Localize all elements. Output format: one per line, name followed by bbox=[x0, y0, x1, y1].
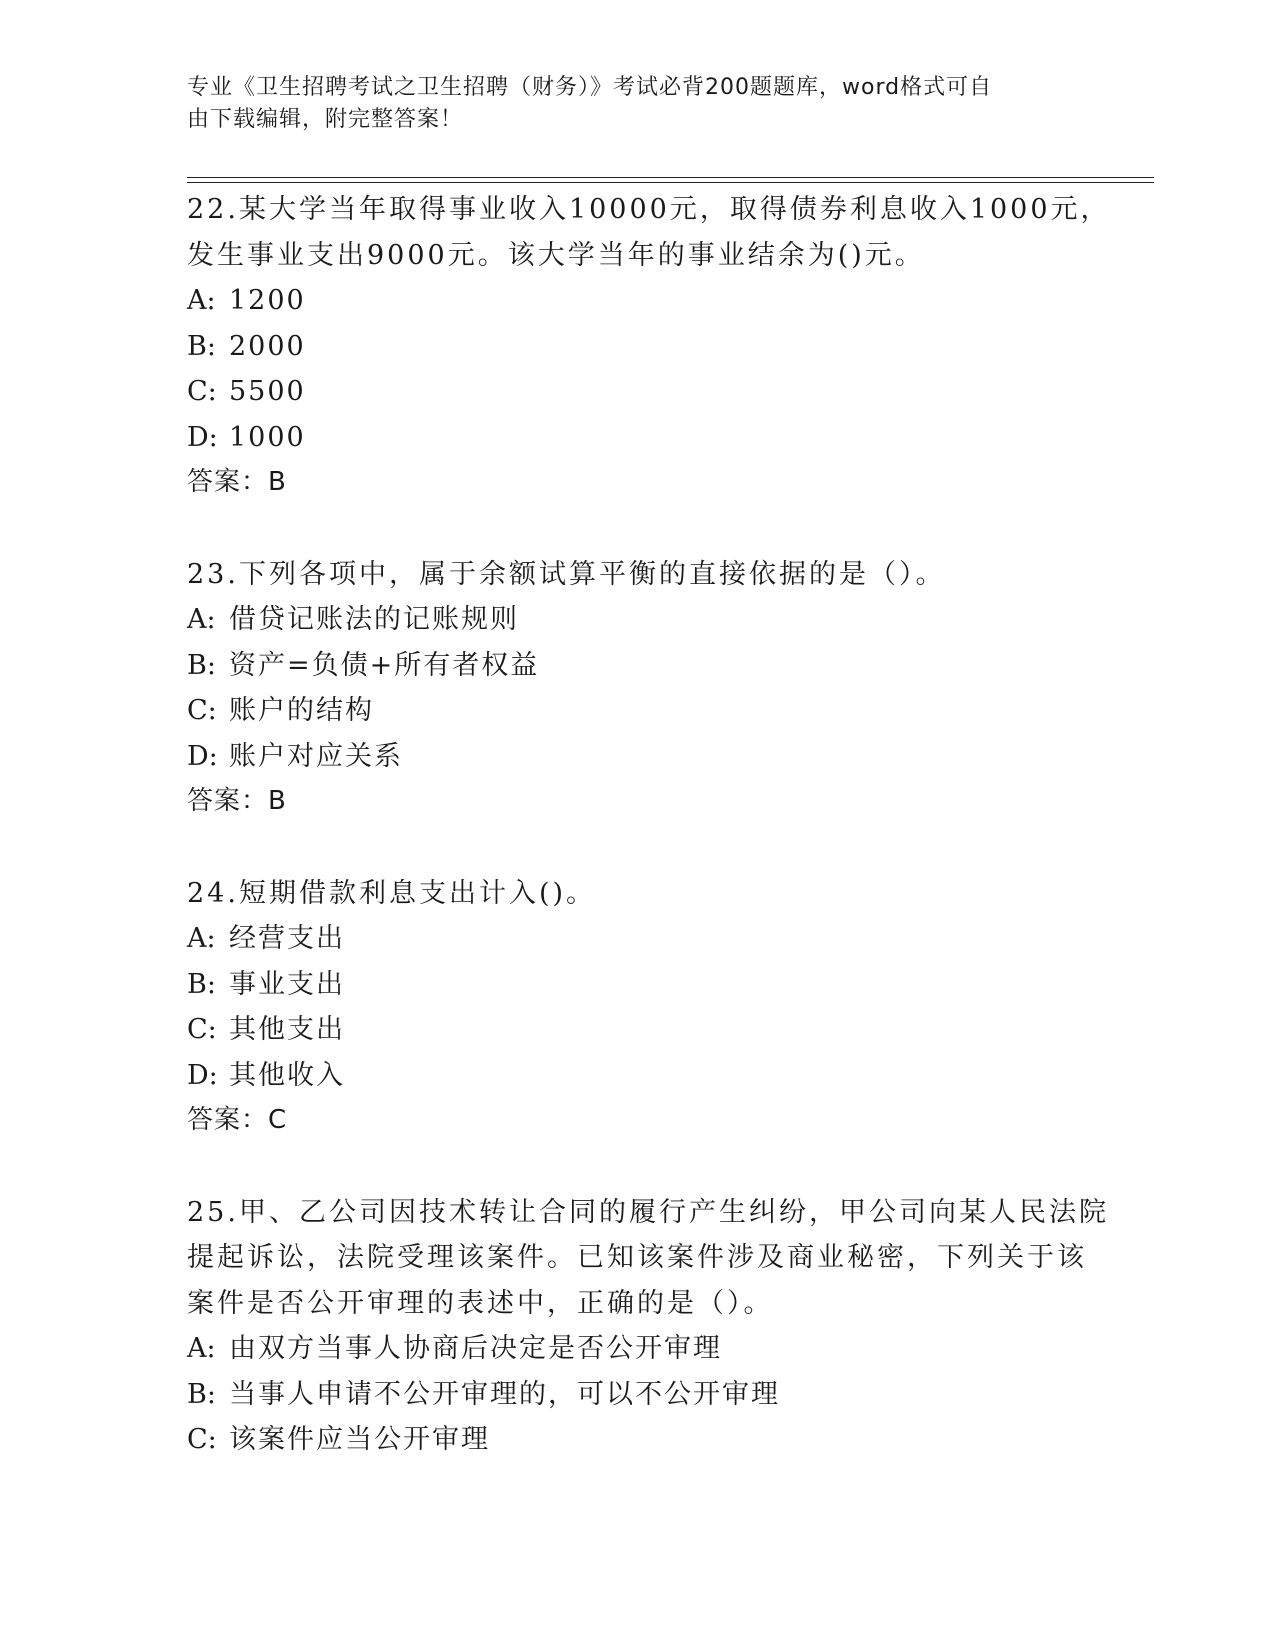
option-letter: A: bbox=[187, 285, 216, 316]
option-c bbox=[187, 1417, 1147, 1463]
question-text-line: 发生事业支出9000元。该大学当年的事业结余为()元。 bbox=[187, 239, 925, 271]
question-list bbox=[187, 187, 1147, 1463]
option-letter: B: bbox=[187, 1378, 216, 1410]
option-c bbox=[187, 688, 1147, 734]
spacer bbox=[187, 506, 1147, 552]
option-text: 1000 bbox=[229, 421, 306, 453]
option-text: 当事人申请不公开审理的，可以不公开审理 bbox=[229, 1378, 780, 1410]
option-text: 其他收入 bbox=[229, 1059, 345, 1091]
question-23 bbox=[187, 552, 1147, 825]
option-letter: D: bbox=[187, 421, 218, 453]
option-letter: A: bbox=[187, 1333, 216, 1364]
option-text: 该案件应当公开审理 bbox=[229, 1424, 490, 1455]
option-text: 经营支出 bbox=[229, 923, 345, 954]
option-letter: B: bbox=[187, 330, 216, 362]
option-d bbox=[187, 415, 1147, 461]
option-text: 账户对应关系 bbox=[229, 740, 403, 772]
option-letter: C: bbox=[187, 695, 217, 726]
option-a bbox=[187, 278, 1147, 324]
option-letter: D: bbox=[187, 1059, 218, 1091]
spacer bbox=[187, 1144, 1147, 1190]
option-letter: D: bbox=[187, 740, 218, 772]
header-rule-bottom bbox=[187, 182, 1154, 183]
question-text-line: 23.下列各项中，属于余额试算平衡的直接依据的是（）。 bbox=[187, 558, 946, 590]
question-text-line: 提起诉讼，法院受理该案件。已知该案件涉及商业秘密，下列关于该 bbox=[187, 1242, 1087, 1273]
question-25 bbox=[187, 1190, 1147, 1463]
option-a bbox=[187, 1326, 1147, 1372]
option-text: 资产=负债+所有者权益 bbox=[229, 649, 540, 681]
option-letter: A: bbox=[187, 923, 216, 954]
header-rule-top bbox=[187, 177, 1154, 178]
option-letter: B: bbox=[187, 968, 216, 1000]
option-text: 1200 bbox=[229, 285, 306, 316]
header-line-1: 专业《卫生招聘考试之卫生招聘（财务）》考试必背200题题库，word格式可自 bbox=[187, 75, 993, 100]
option-b bbox=[187, 1372, 1147, 1418]
question-text-line: 25.甲、乙公司因技术转让合同的履行产生纠纷，甲公司向某人民法院 bbox=[187, 1196, 1109, 1228]
option-text: 5500 bbox=[229, 376, 306, 407]
answer-line: 答案：C bbox=[187, 1105, 288, 1135]
option-d bbox=[187, 1053, 1147, 1099]
header-line-2: 由下载编辑，附完整答案！ bbox=[187, 107, 464, 132]
document-header bbox=[187, 72, 1067, 136]
option-text: 借贷记账法的记账规则 bbox=[229, 604, 519, 635]
option-text: 账户的结构 bbox=[229, 695, 374, 726]
option-letter: C: bbox=[187, 1424, 217, 1455]
option-letter: B: bbox=[187, 649, 216, 681]
option-letter: C: bbox=[187, 1014, 217, 1045]
answer-line: 答案：B bbox=[187, 467, 287, 497]
option-text: 2000 bbox=[229, 330, 306, 362]
option-letter: C: bbox=[187, 376, 217, 407]
question-text-line: 22.某大学当年取得事业收入10000元，取得债券利息收入1000元， bbox=[187, 194, 1111, 225]
answer-line: 答案：B bbox=[187, 786, 287, 816]
option-text: 事业支出 bbox=[229, 968, 345, 1000]
option-c bbox=[187, 1007, 1147, 1053]
option-d bbox=[187, 734, 1147, 780]
question-22 bbox=[187, 187, 1147, 506]
option-b bbox=[187, 324, 1147, 370]
option-a bbox=[187, 597, 1147, 643]
option-text: 其他支出 bbox=[229, 1014, 345, 1045]
option-b bbox=[187, 643, 1147, 689]
option-c bbox=[187, 369, 1147, 415]
option-letter: A: bbox=[187, 604, 216, 635]
option-text: 由双方当事人协商后决定是否公开审理 bbox=[229, 1333, 722, 1364]
question-24 bbox=[187, 871, 1147, 1144]
spacer bbox=[187, 825, 1147, 871]
question-text-line: 24.短期借款利息支出计入()。 bbox=[187, 877, 597, 909]
option-b bbox=[187, 962, 1147, 1008]
question-text-line: 案件是否公开审理的表述中，正确的是（）。 bbox=[187, 1287, 774, 1319]
option-a bbox=[187, 916, 1147, 962]
